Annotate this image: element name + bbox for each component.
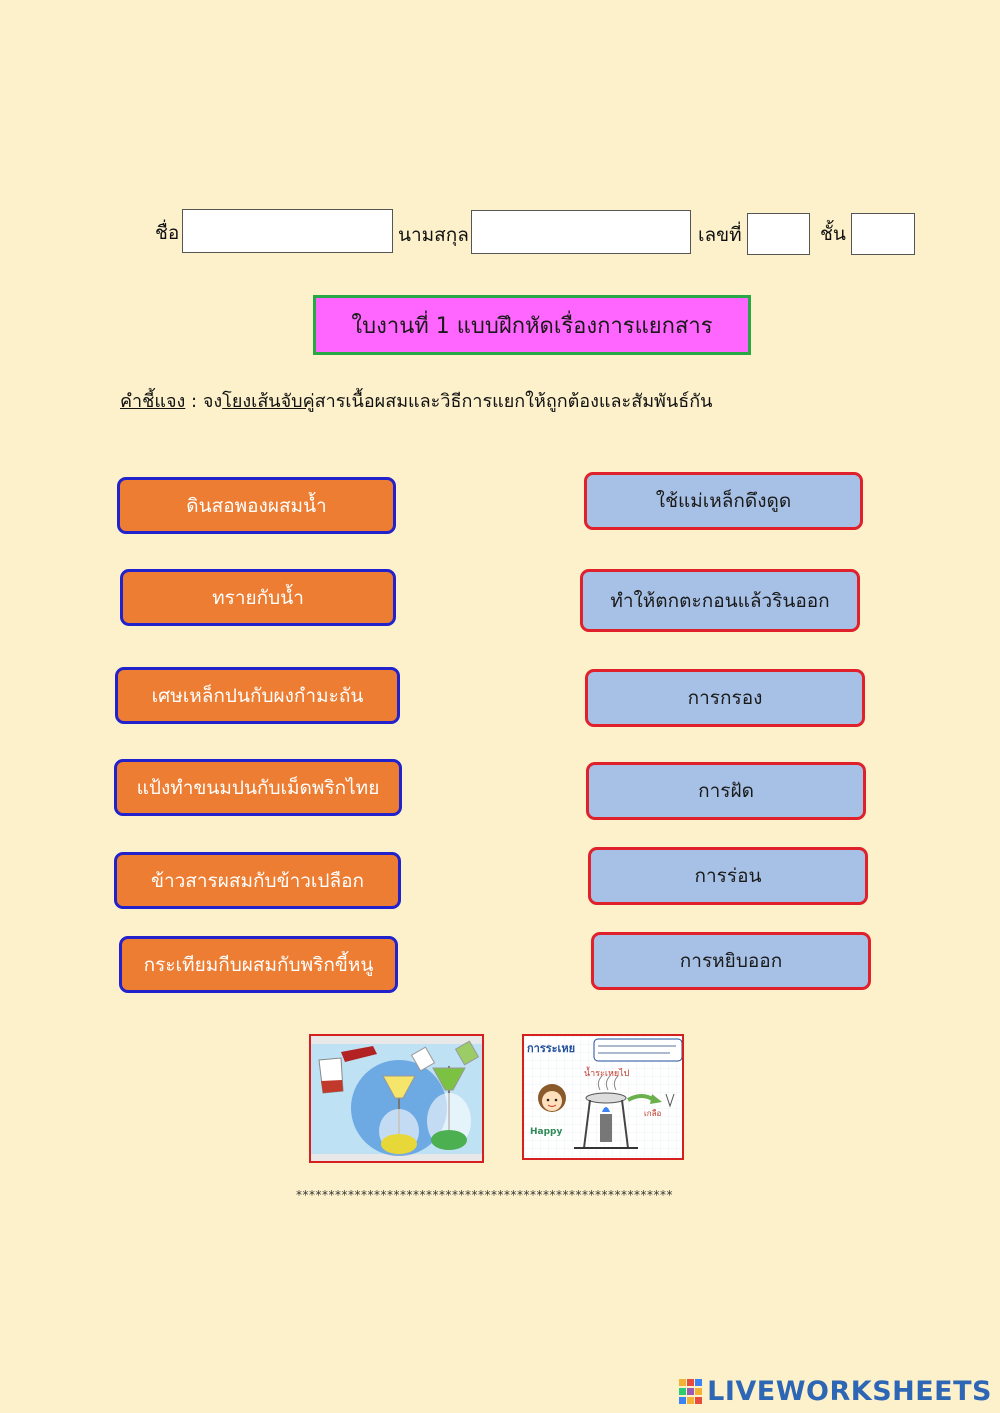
instruction-heading: คำชี้แจง [120,391,186,412]
left-item-label: ข้าวสารผสมกับข้าวเปลือก [150,869,365,892]
mascot-text: Happy [530,1127,563,1137]
left-item-2[interactable] [120,569,396,626]
worksheet-title [313,295,751,355]
instruction-separator: : จง [185,391,223,412]
evaporation-illustration [524,1036,684,1160]
instruction-underlined: โยงเส้นจับคู่ [222,391,315,412]
left-item-6[interactable] [119,936,398,993]
right-item-3[interactable] [585,669,865,727]
evaporation-image [522,1034,684,1160]
right-item-label: การฝัด [698,780,754,802]
left-item-label: แป้งทำขนมปนกับเม็ดพริกไทย [136,776,380,799]
name-label: ชื่อ [155,222,180,244]
evaporation-caption: น้ำระเหยไป [584,1069,630,1079]
surname-field[interactable] [471,210,691,254]
left-item-label: ทรายกับน้ำ [212,586,304,609]
class-field[interactable] [851,213,915,255]
left-item-1[interactable] [117,477,396,534]
liveworksheets-logo-icon [679,1379,703,1405]
name-field[interactable] [182,209,393,253]
right-item-4[interactable] [586,762,866,820]
right-item-label: การร่อน [694,865,762,887]
number-field[interactable] [747,213,810,255]
right-item-label: การหยิบออก [679,950,783,972]
left-item-5[interactable] [114,852,401,909]
left-item-label: กระเทียมกีบผสมกับพริกขี้หนู [143,953,374,976]
surname-label: นามสกุล [398,224,469,246]
evaporation-title: การระเหย [527,1042,576,1055]
right-item-label: ทำให้ตกตะกอนแล้วรินออก [610,589,830,612]
right-item-1[interactable] [584,472,863,530]
salt-label: เกลือ [644,1109,662,1118]
worksheet-title-text: ใบงานที่ 1 แบบฝึกหัดเรื่องการแยกสาร [351,313,713,339]
right-item-label: การกรอง [687,687,763,709]
left-item-label: ดินสอพองผสมน้ำ [186,494,327,517]
instruction [120,386,712,415]
left-item-4[interactable] [114,759,402,816]
left-item-label: เศษเหล็กปนกับผงกำมะถัน [151,684,364,707]
filtration-image [309,1034,484,1163]
right-item-5[interactable] [588,847,868,905]
left-item-3[interactable] [115,667,400,724]
filtration-illustration [311,1036,484,1163]
instruction-rest: สารเนื้อผสมและวิธีการแยกให้ถูกต้องและสัมพันธ์กัน [314,391,713,412]
number-label: เลขที่ [698,224,742,246]
right-item-6[interactable] [591,932,871,990]
right-item-label: ใช้แม่เหล็กดึงดูด [655,490,792,512]
brand-text: LIVEWORKSHEETS [707,1376,992,1407]
liveworksheets-brand [679,1376,992,1407]
class-label: ชั้น [820,223,846,245]
right-item-2[interactable] [580,569,860,632]
divider-stars: ********************************************************** [296,1188,673,1202]
